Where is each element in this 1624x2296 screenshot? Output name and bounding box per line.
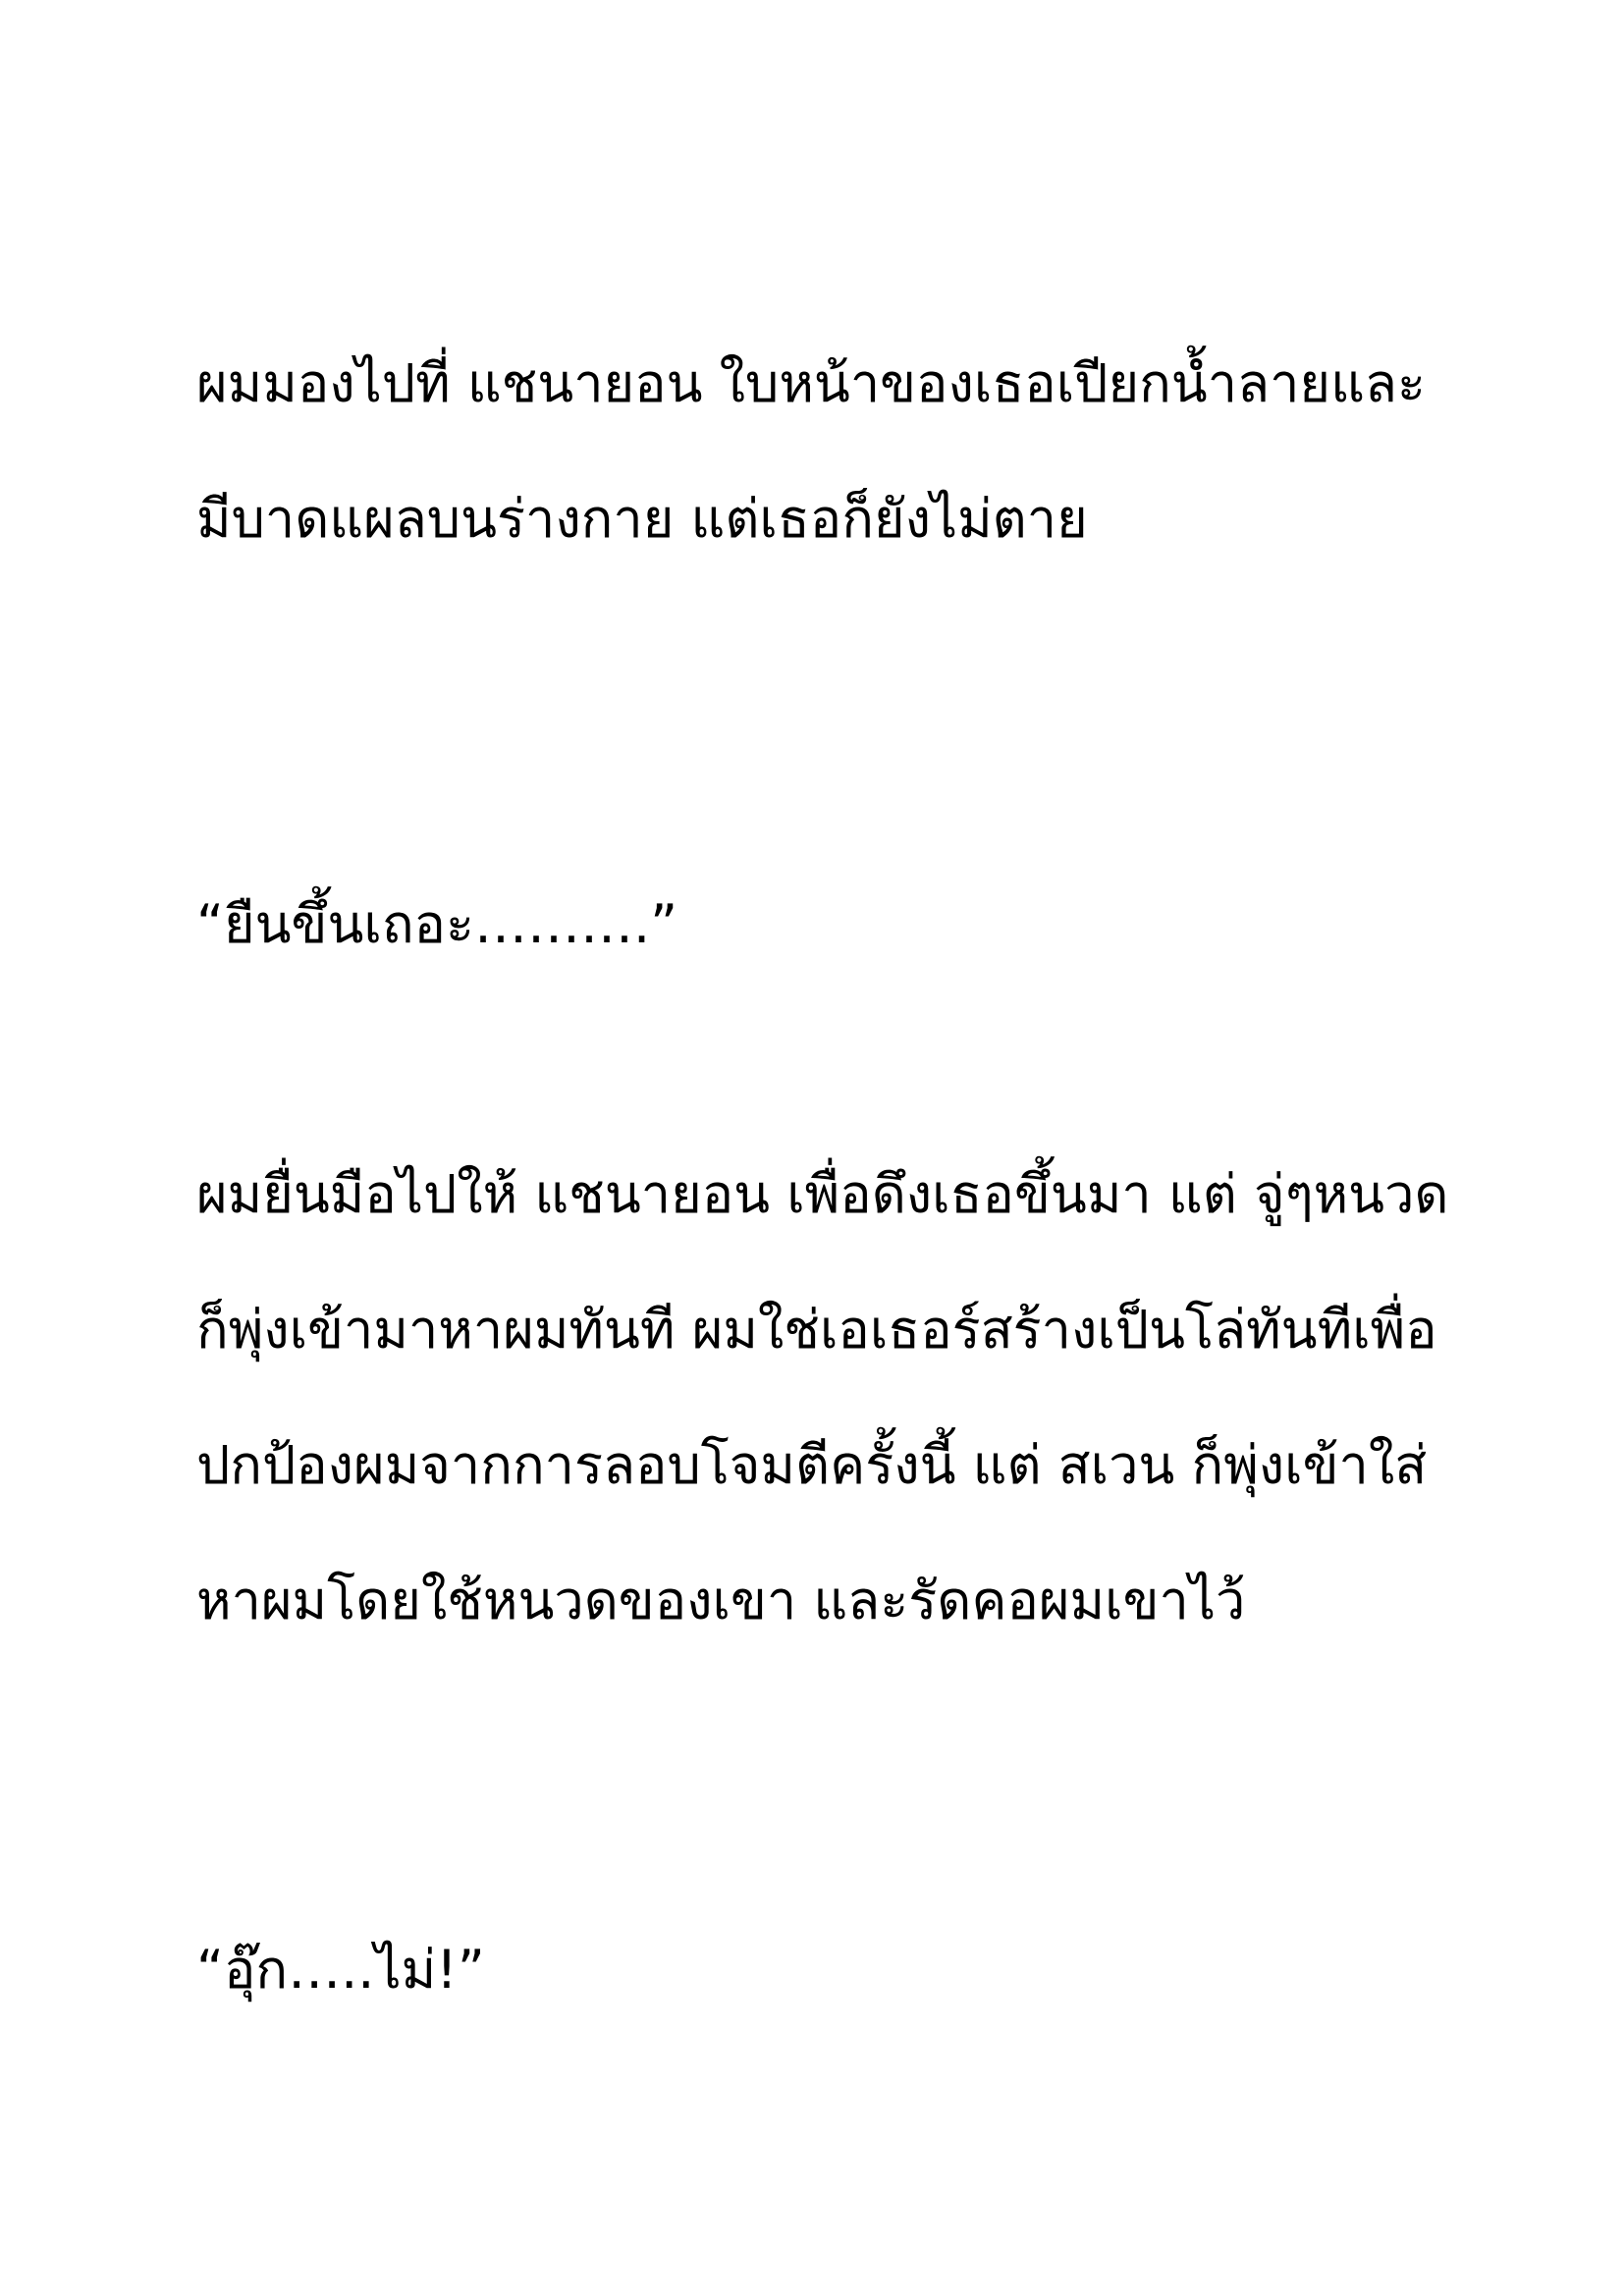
paragraph-2	[196, 1127, 1473, 1669]
paragraph-line: มีบาดแผลบนร่างกาย แต่เธอก็ยังไม่ตาย	[196, 488, 1088, 550]
paragraph-line: “ยืนขึ้นเถอะ……….”	[196, 893, 678, 955]
dialogue-2	[196, 1902, 1473, 2038]
dialogue-1	[196, 857, 1473, 992]
paragraph-line: ผมยื่นมือไปให้ แชนายอน เพื่อดึงเธอขึ้นมา แต่ จู่ๆหนวด	[196, 1163, 1449, 1225]
paragraph-line: ก็พุ่งเข้ามาหาผมทันที ผมใช่เอเธอร์สร้างเป็นโล่ทันทีเพื่อ	[196, 1299, 1437, 1361]
paragraph-1	[196, 316, 1473, 587]
paragraph-line: หาผมโดยใช้หนวดของเขา และรัดคอผมเขาไว้	[196, 1570, 1246, 1631]
paragraph-line: ปกป้องผมจากการลอบโจมตีครั้งนี้ แต่ สเวน ก็พุ่งเข้าใส่	[196, 1434, 1428, 1496]
paragraph-line: “อุ๊ก…..ไม่!”	[196, 1939, 485, 2001]
paragraph-line: ผมมองไปที่ แชนายอน ใบหน้าของเธอเปียกน้ำลายและ	[196, 352, 1426, 414]
